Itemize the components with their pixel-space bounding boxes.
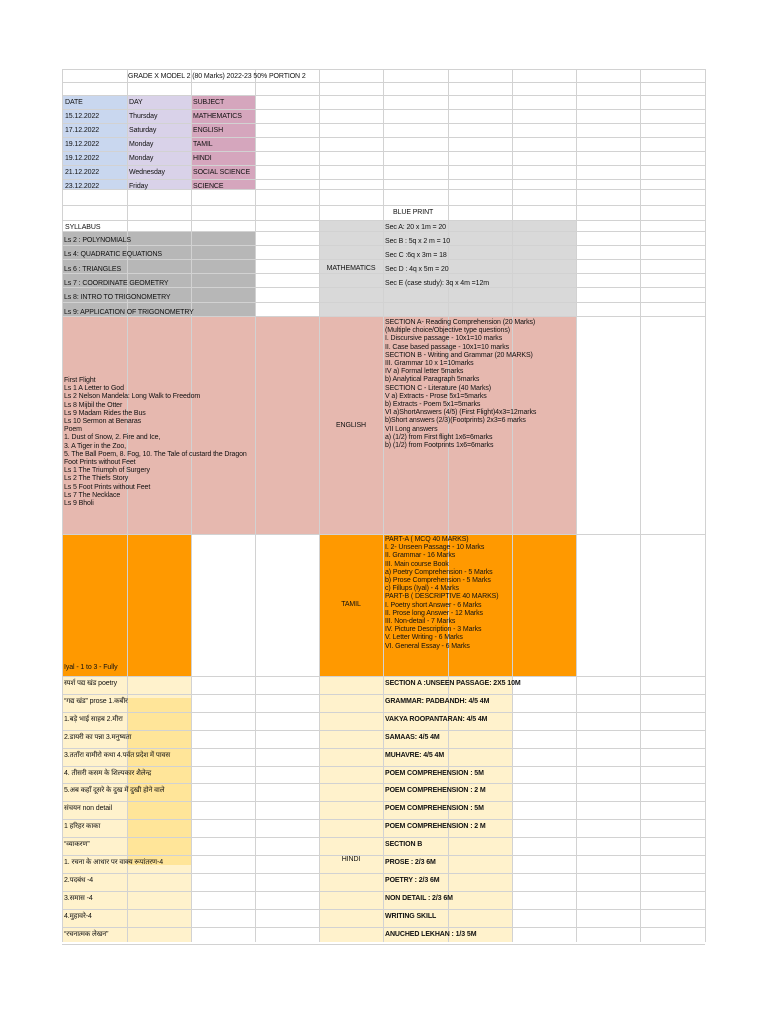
schedule-subject: SCIENCE: [193, 183, 224, 190]
grid-row-line: [62, 801, 705, 802]
maths-blueprint-item: Sec E (case study): 3q x 4m =12m: [385, 280, 489, 287]
hindi-syllabus-item: स्पर्श पद्य खंड poetry: [64, 680, 118, 687]
hindi-syllabus-yellow: [127, 698, 191, 865]
grid-row-line: [62, 231, 705, 232]
maths-syllabus-item: Ls 9: APPLICATION OF TRIGONOMETRY: [64, 308, 194, 316]
hindi-syllabus-item: 4.मुहावरे-4: [64, 912, 92, 920]
schedule-subject: MATHEMATICS: [193, 113, 242, 120]
hindi-blueprint-item: VAKYA ROOPANTARAN: 4/5 4M: [385, 715, 488, 723]
grid-row-line: [62, 245, 705, 246]
schedule-subject: HINDI: [193, 155, 212, 162]
hindi-blueprint-item: GRAMMAR: PADBANDH: 4/5 4M: [385, 697, 490, 705]
hindi-subject-label: HINDI: [341, 856, 361, 863]
blueprint-heading: BLUE PRINT: [393, 209, 434, 216]
hindi-blueprint-item: PROSE : 2/3 6M: [385, 859, 436, 866]
grid-row-line: [62, 137, 705, 138]
schedule-day: Monday: [129, 155, 154, 162]
hindi-blueprint-item: POETRY : 2/3 6M: [385, 876, 440, 884]
hindi-syllabus-item: 5.अब कहाँ दूसरे के दुख में दुखी होने वाले: [64, 787, 165, 795]
header-subject: SUBJECT: [193, 99, 225, 106]
grid-row-line: [62, 748, 705, 749]
maths-blueprint-item: Sec B : 5q x 2 m = 10: [385, 238, 451, 245]
maths-blueprint-item: Sec A: 20 x 1m = 20: [385, 224, 446, 231]
hindi-blueprint-item: POEM COMPREHENSION : 2 M: [385, 823, 486, 831]
maths-blueprint-item: Sec D : 4q x 5m = 20: [385, 266, 449, 273]
maths-syllabus-item: Ls 8: INTRO TO TRIGONOMETRY: [64, 294, 171, 302]
grid-row-line: [62, 273, 705, 274]
schedule-date: 19.12.2022: [65, 155, 100, 162]
hindi-blueprint-item: WRITING SKILL: [385, 912, 437, 920]
grid-row-line: [62, 69, 705, 70]
grid-row-line: [62, 82, 705, 83]
grid-row-line: [62, 891, 705, 892]
maths-syllabus-item: Ls 2 : POLYNOMIALS: [64, 237, 131, 244]
hindi-blueprint-item: SECTION A :UNSEEN PASSAGE: 2X5 10M: [385, 680, 521, 687]
schedule-date: 17.12.2022: [65, 127, 100, 134]
hindi-blueprint-item: POEM COMPREHENSION : 2 M: [385, 787, 486, 795]
header-date: DATE: [65, 99, 83, 106]
tamil-syllabus: Iyal - 1 to 3 - Fully: [64, 664, 118, 671]
grid-row-line: [62, 766, 705, 767]
grid-column-line: [576, 69, 577, 942]
grid-row-line: [62, 909, 705, 910]
maths-blueprint-item: Sec C :6q x 3m = 18: [385, 252, 447, 259]
grid-row-line: [62, 179, 705, 180]
schedule-day: Wednesday: [129, 169, 165, 176]
hindi-blueprint-item: NON DETAIL : 2/3 6M: [385, 894, 453, 902]
english-subject-label: ENGLISH: [335, 422, 367, 429]
grid-column-line: [383, 69, 384, 942]
schedule-day: Friday: [129, 183, 148, 190]
schedule-day: Thursday: [129, 113, 158, 120]
schedule-date: 21.12.2022: [65, 169, 100, 176]
grid-row-line: [62, 205, 705, 206]
grid-column-line: [640, 69, 641, 942]
maths-syllabus-item: Ls 7 : COORDINATE GEOMETRY: [64, 279, 169, 287]
grid-row-line: [62, 165, 705, 166]
grid-row-line: [62, 927, 705, 928]
grid-row-line: [62, 712, 705, 713]
grid-row-line: [62, 694, 705, 695]
english-syllabus: First Flight Ls 1 A Letter to God Ls 2 Nelson Mandela: Long Walk to Freedom Ls 8 Mijbil the Otter Ls 9 Madam Rides the Bus Ls 10 Sermon at Benaras Poem 1. Dust of Snow, 2. Fire and Ice, 3. A Tiger in the Zoo, 5. The Ball Poem, 8. Fog, 10. The Tale of custard the Dragon Foot Prints without Feet Ls 1 The Triumph of Surgery Ls 2 The Thiefs Story Ls 5 Foot Prints without Feet Ls 7 The Necklace Ls 9 Bholi: [64, 377, 247, 508]
grid-row-line: [62, 123, 705, 124]
hindi-blueprint-item: POEM COMPREHENSION : 5M: [385, 805, 484, 813]
english-blueprint: SECTION A- Reading Comprehension (20 Marks) (Multiple choice/Objective type questions) I. Discursive passage - 10x1=10 marks II. Case based passage - 10x1=10 marks SECTION B - Writing and Grammar (20 MARKS) III. Grammar 10 x 1=10marks IV a) Formal letter 5marks b) Analytical Paragraph 5marks SECTION C - Literature (40 Marks) V a) Extracts - Prose 5x1=5marks b) Extracts - Poem 5x1=5marks VI a)ShortAnswers (4/5) (First Flight)4x3=12marks b)Short answers (2/3)(Footprints) 2x3=6 marks VII Long answers a) (1/2) from First flight 1x6=6marks b) (1/2) from Footprints 1x6=6marks: [385, 319, 537, 450]
hindi-syllabus-item: 1. रचना के आधार पर वाक्य रूपांतरण-4: [64, 859, 164, 866]
hindi-syllabus-item: 4. तीसरी कसम के शिल्पकार शैलेन्द्र: [64, 769, 152, 777]
schedule-subject: TAMIL: [193, 141, 213, 148]
schedule-date: 19.12.2022: [65, 141, 100, 148]
hindi-syllabus-item: 2.डायरी का पन्ना 3.मनुष्यता: [64, 733, 132, 741]
schedule-day: Saturday: [129, 127, 157, 134]
grid-row-line: [62, 95, 705, 96]
grid-column-line: [319, 69, 320, 942]
hindi-blueprint-item: SECTION B: [385, 841, 423, 849]
maths-syllabus-item: Ls 6 : TRIANGLES: [64, 265, 122, 273]
grid-row-line: [62, 109, 705, 110]
tamil-blueprint: PART-A ( MCQ 40 MARKS) I. 2- Unseen Passage - 10 Marks II. Grammar - 16 Marks III. Main course Book a) Poetry Comprehension - 5 Marks b) Prose Comprehension - 5 Marks c) Fillups (Iyal) - 4 Marks PART-B ( DESCRIPTIVE 40 MARKS) I. Poetry short Answer - 6 Marks II. Prose long Answer - 12 Marks III. Non-detail - 7 Marks IV. Picture Description - 3 Marks V. Letter Writing - 6 Marks VI. General Essay - 6 Marks: [385, 536, 499, 650]
schedule-date: 23.12.2022: [65, 183, 100, 190]
schedule-date: 15.12.2022: [65, 113, 100, 120]
hindi-syllabus-item: “व्याकरण”: [64, 841, 90, 849]
grid-row-line: [62, 730, 705, 731]
hindi-syllabus-item: 2.पदबंध -4: [64, 876, 94, 884]
grid-row-line: [62, 873, 705, 874]
header-day: DAY: [129, 99, 143, 106]
grid-column-line: [62, 69, 63, 942]
grid-row-line: [62, 151, 705, 152]
syllabus-heading: SYLLABUS: [65, 224, 101, 231]
hindi-blueprint-item: POEM COMPREHENSION : 5M: [385, 769, 484, 777]
hindi-blueprint-item: ANUCHED LEKHAN : 1/3 5M: [385, 930, 477, 938]
hindi-syllabus-item: 3.समास -4: [64, 894, 93, 902]
tamil-subject-label: TAMIL: [341, 601, 361, 608]
grid-row-line: [62, 837, 705, 838]
grid-column-line: [512, 69, 513, 942]
maths-subject-label: MATHEMATICS: [326, 265, 376, 272]
hindi-blueprint-item: MUHAVRE: 4/5 4M: [385, 751, 445, 759]
maths-syllabus-item: Ls 4: QUADRATIC EQUATIONS: [64, 251, 162, 259]
grid-row-line: [62, 220, 705, 221]
hindi-syllabus-item: संचयन non detail: [64, 805, 112, 813]
grid-column-line: [705, 69, 706, 942]
hindi-syllabus-item: “रचनात्मक लेखन”: [64, 930, 109, 938]
hindi-subject-fill: [319, 676, 383, 942]
grid-row-line: [62, 855, 705, 856]
hindi-blueprint-item: SAMAAS: 4/5 4M: [385, 733, 440, 741]
spreadsheet: [62, 69, 705, 942]
grid-row-line: [62, 819, 705, 820]
schedule-subject: ENGLISH: [193, 127, 224, 134]
hindi-syllabus-item: 1 हरिहर काका: [64, 823, 101, 831]
sheet-title: GRADE X MODEL 2 (80 Marks) 2022-23 50% PORTION 2: [128, 73, 306, 80]
grid-column-line: [255, 69, 256, 942]
grid-row-line: [62, 676, 705, 677]
grid-row-line: [62, 534, 705, 535]
schedule-day: Monday: [129, 141, 154, 148]
grid-row-line: [62, 783, 705, 784]
hindi-syllabus-item: “गद्य खंड” prose 1.कबीर: [64, 697, 128, 705]
hindi-syllabus-item: 3.तताँरा वामीरो कथा 4.पर्वत प्रदेश में पावस: [64, 751, 170, 759]
hindi-syllabus-item: 1.बड़े भाई साहब 2.मीरा: [64, 715, 123, 723]
schedule-subject: SOCIAL SCIENCE: [193, 169, 251, 176]
grid-row-line: [62, 944, 705, 945]
grid-row-line: [62, 189, 705, 190]
